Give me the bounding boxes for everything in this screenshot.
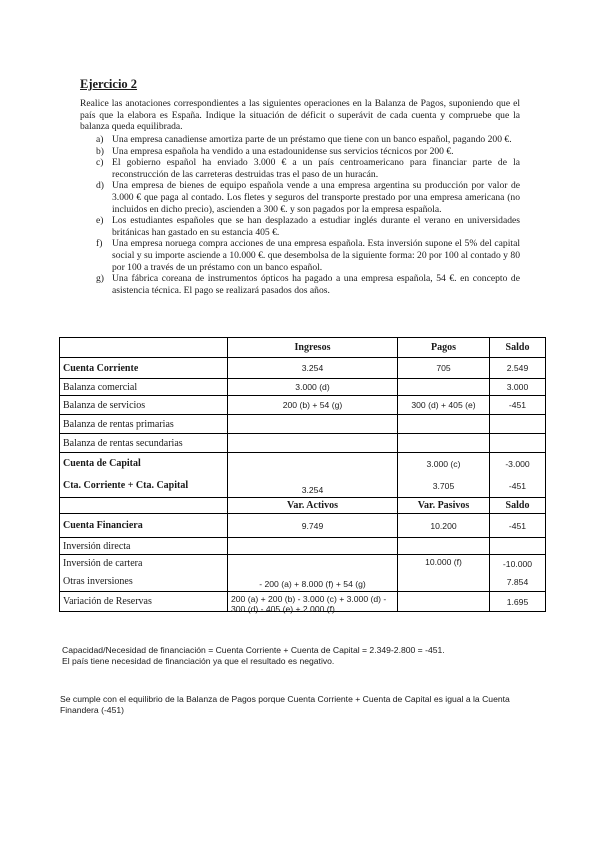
header-saldo: Saldo	[490, 338, 546, 358]
operation-letter: a)	[96, 134, 104, 145]
activos-value: 200 (a) + 200 (b) - 3.000 (c) + 3.000 (d) - 300 (d) - 405 (e) + 2.000 (f)	[231, 594, 387, 614]
exercise-title: Ejercicio 2	[80, 77, 138, 91]
saldo-cell: 2.549	[490, 358, 546, 379]
activos-cell	[228, 592, 398, 612]
saldo-cell: 3.000	[490, 379, 546, 396]
table-row	[60, 592, 546, 612]
row-label-pair	[60, 555, 228, 592]
header-var-pasivos: Var. Pasivos	[398, 498, 490, 514]
pasivos-cell	[398, 592, 490, 612]
row-label: Cta. Corriente + Cta. Capital	[63, 480, 189, 491]
header-empty-cell	[60, 498, 228, 514]
operation-text: Los estudiantes españoles que se han desplazado a estudiar inglés durante el verano en universidades británicas han gastado en su estancia 405 €.	[112, 215, 520, 238]
table-row	[60, 555, 546, 592]
table-row	[60, 434, 546, 453]
operation-letter: e)	[96, 215, 104, 227]
header-ingresos: Ingresos	[228, 338, 398, 358]
pagos-cell	[398, 415, 490, 434]
operation-text: Una empresa noruega compra acciones de una empresa española. Esta inversión supone el 5% del capital social y su importe asciende a 10.000 €. que desembolsa de la siguiente forma: 20 por 100 al contado y 80 por 100 a través de un préstamo con un banco español.	[112, 238, 520, 273]
ingresos-cell: 3.000 (d)	[228, 379, 398, 396]
saldo-cell-pair	[490, 555, 546, 592]
operation-letter: b)	[96, 145, 104, 157]
balance-of-payments-table	[59, 337, 546, 612]
pasivos-cell	[398, 538, 490, 555]
pagos-cell	[398, 379, 490, 396]
saldo-cell: -451	[490, 396, 546, 415]
operation-letter: c)	[96, 157, 104, 169]
table-header-row	[60, 338, 546, 358]
ingresos-cell: 3.254	[228, 453, 398, 498]
ingresos-cell: 3.254	[228, 358, 398, 379]
operation-item	[80, 134, 520, 146]
header-pagos: Pagos	[398, 338, 490, 358]
operation-text: Una empresa española ha vendido a una estadounidense sus servicios técnicos por 200 €.	[112, 145, 454, 157]
row-label: Balanza comercial	[60, 379, 228, 396]
operation-letter: d)	[96, 180, 104, 192]
financing-capacity-note	[62, 645, 542, 667]
table-row	[60, 415, 546, 434]
ingresos-cell	[228, 415, 398, 434]
row-label: Otras inversiones	[63, 576, 133, 587]
pagos-value: 3.000 (c)	[426, 459, 461, 469]
header-saldo: Saldo	[490, 498, 546, 514]
operation-text: El gobierno español ha enviado 3.000 € a un país centroamericano para financiar parte de la reconstrucción de las carreteras destruidas tras el paso de un huracán.	[112, 157, 520, 180]
operation-item	[80, 273, 520, 296]
operation-text: Una fábrica coreana de instrumentos ópticos ha pagado a una empresa española, 54 €. en concepto de asistencia técnica. El pago se realizará pasados dos años.	[112, 273, 520, 296]
saldo-cell-pair	[490, 453, 546, 498]
conclusion-note: Se cumple con el equilibrio de la Balanza de Pagos porque Cuenta Corriente + Cuenta de Capital es igual a la Cuenta Finandera (-451)	[60, 694, 510, 715]
row-label: Inversión de cartera	[63, 558, 143, 569]
row-label: Balanza de rentas secundarias	[60, 434, 228, 453]
saldo-cell: 1.695	[490, 592, 546, 612]
row-label-pair	[60, 453, 228, 498]
ingresos-cell	[228, 434, 398, 453]
table-row	[60, 514, 546, 538]
pagos-cell: 705	[398, 358, 490, 379]
operation-item	[80, 146, 520, 158]
header-empty-cell	[60, 338, 228, 358]
pasivos-cell: 10.000 (f)	[398, 555, 490, 592]
ingresos-cell: 200 (b) + 54 (g)	[228, 396, 398, 415]
operation-item	[80, 215, 520, 238]
table-header-row	[60, 498, 546, 514]
pasivos-cell: 10.200	[398, 514, 490, 538]
row-label: Balanza de servicios	[60, 396, 228, 415]
operations-list	[80, 134, 520, 296]
saldo-cell	[490, 538, 546, 555]
table-row	[60, 379, 546, 396]
header-var-activos: Var. Activos	[228, 498, 398, 514]
row-label: Inversión directa	[60, 538, 228, 555]
activos-cell	[228, 538, 398, 555]
operation-text: Una empresa de bienes de equipo española vende a una empresa argentina su producción por valor de 3.000 € que paga al contado. Los fletes y seguros del transporte prestado por una empresa americana (no incluidos en dicho precio), ascienden a 300 €. y son pagados por la empresa española.	[112, 180, 520, 215]
capacity-line: Capacidad/Necesidad de financiación = Cuenta Corriente + Cuenta de Capital = 2.349-2.800 = -451.	[62, 645, 445, 655]
exercise-intro: Realice las anotaciones correspondientes a las siguientes operaciones en la Balanza de Pagos, suponiendo que el país que la elabora es España. Indique la situación de déficit o superávit de cada cuenta y compruebe que la balanza queda equilibrada.	[80, 98, 520, 133]
operation-letter: f)	[96, 238, 103, 250]
activos-cell: - 200 (a) + 8.000 (f) + 54 (g)	[228, 555, 398, 592]
row-label: Cuenta Financiera	[60, 514, 228, 538]
table-row	[60, 358, 546, 379]
saldo-value: 7.854	[506, 577, 529, 587]
saldo-cell	[490, 415, 546, 434]
row-label: Balanza de rentas primarias	[60, 415, 228, 434]
row-label: Cuenta Corriente	[60, 358, 228, 379]
operation-item	[80, 238, 520, 273]
saldo-value: -3.000	[505, 459, 530, 469]
pagos-cell	[398, 434, 490, 453]
saldo-cell: -451	[490, 514, 546, 538]
activos-cell: 9.749	[228, 514, 398, 538]
row-label: Variación de Reservas	[60, 592, 228, 612]
row-label: Cuenta de Capital	[63, 458, 141, 469]
saldo-value: -10.000	[502, 559, 533, 569]
operation-letter: g)	[96, 273, 104, 285]
pagos-cell-pair	[398, 453, 490, 498]
pagos-cell: 300 (d) + 405 (e)	[398, 396, 490, 415]
saldo-value: -451	[508, 481, 527, 491]
table-row	[60, 453, 546, 498]
operation-text: Una empresa canadiense amortiza parte de un préstamo que tiene con un banco español, pagando 200 €.	[112, 134, 512, 145]
table-row	[60, 396, 546, 415]
saldo-cell	[490, 434, 546, 453]
operation-item	[80, 157, 520, 180]
table-row	[60, 538, 546, 555]
pagos-value: 3.705	[432, 481, 455, 491]
operation-item	[80, 180, 520, 215]
capacity-line: El país tiene necesidad de financiación ya que el resultado es negativo.	[62, 656, 335, 666]
